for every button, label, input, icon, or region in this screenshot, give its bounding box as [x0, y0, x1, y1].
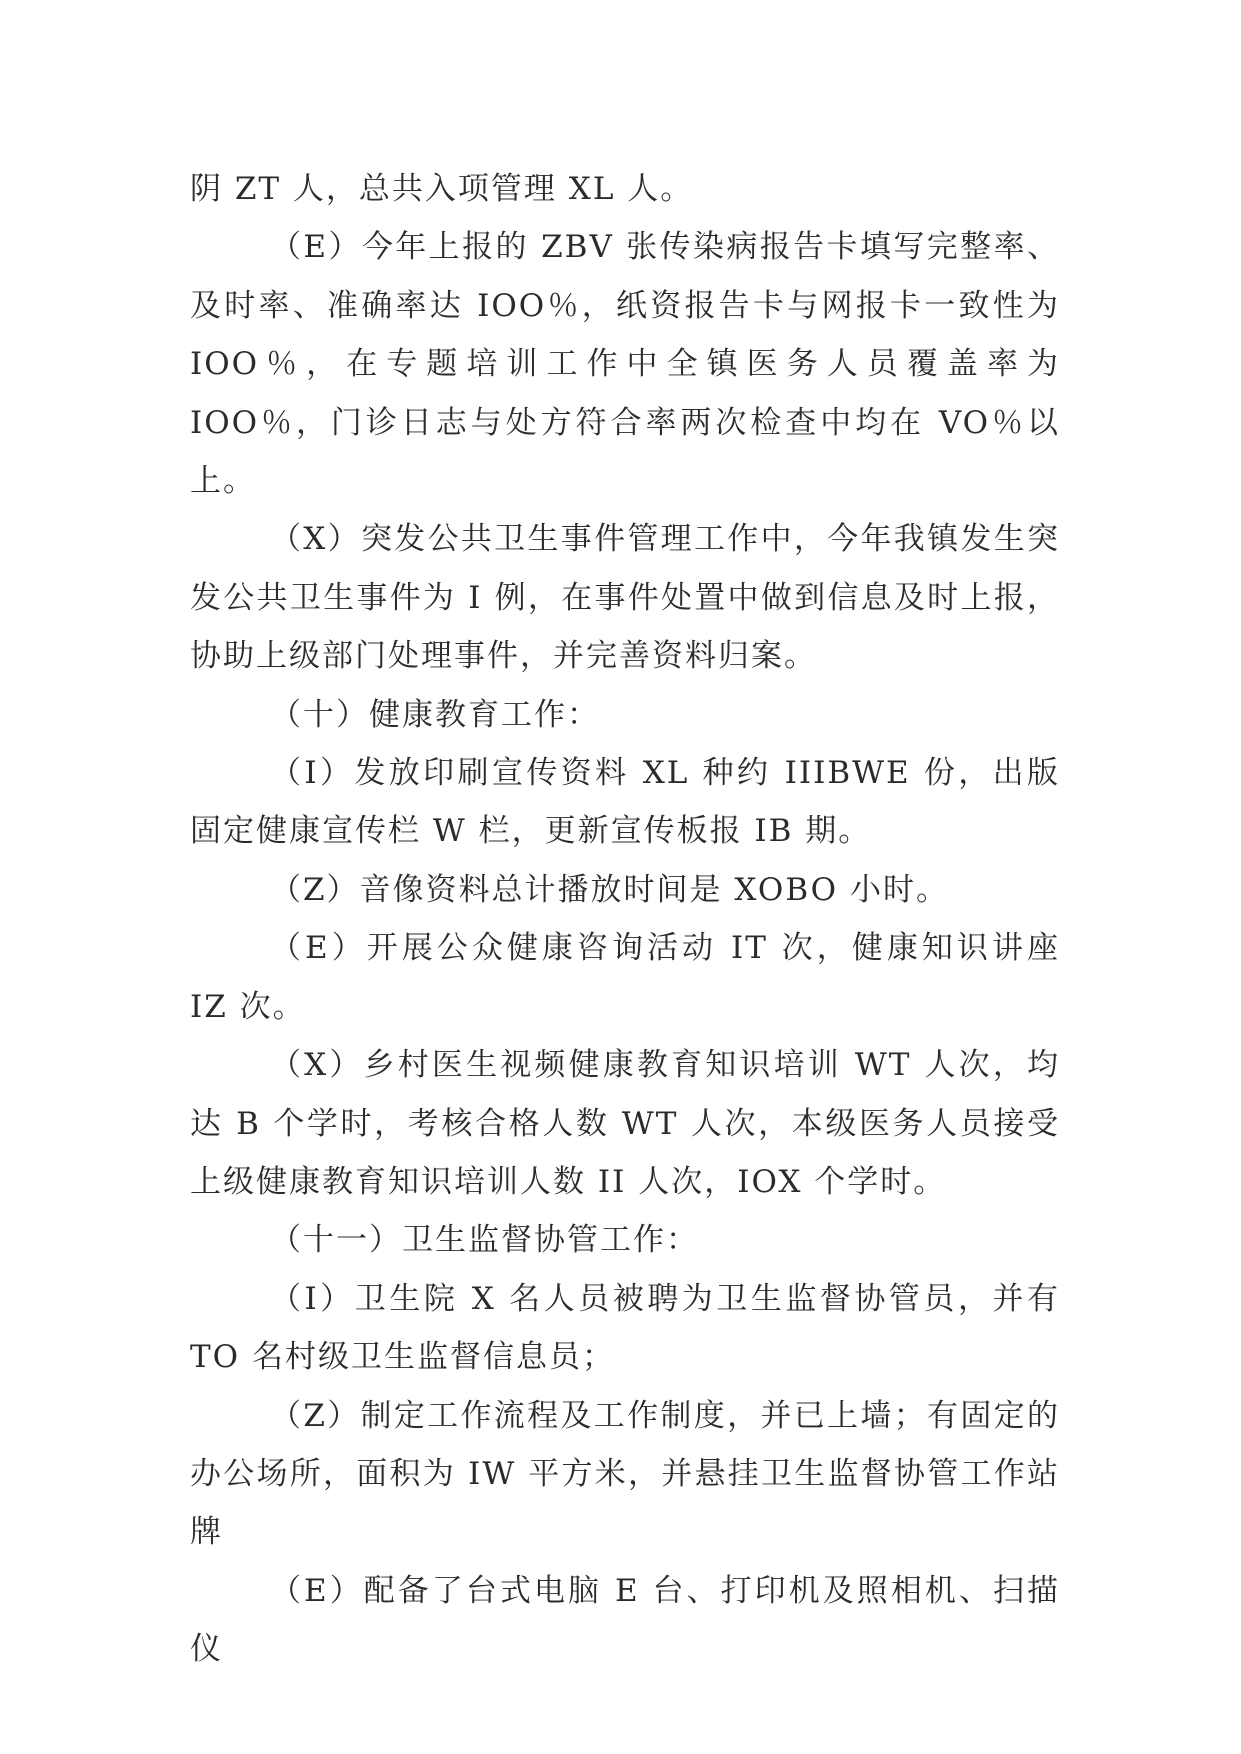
section-heading-health-education: （十）健康教育工作：	[270, 696, 600, 733]
paragraph-2: （E）今年上报的 ZBV 张传染病报告卡填写完整率、及时率、准确率达 IOO％，纸资报告卡与网报卡一致性为 IOO％，在专题培训工作中全镇医务人员覆盖率为 IOO％，门诊日志与处方符合率两次检查中均在 VO％以上。	[190, 229, 1060, 500]
paragraph-11: （Z）制定工作流程及工作制度，并已上墙；有固定的办公场所，面积为 IW 平方米，并悬挂卫生监督协管工作站牌	[190, 1397, 1060, 1551]
paragraph-10: （I）卫生院 X 名人员被聘为卫生监督协管员，并有 TO 名村级卫生监督信息员；	[190, 1280, 1060, 1376]
paragraph-12: （E）配备了台式电脑 E 台、打印机及照相机、扫描仪	[190, 1572, 1060, 1668]
paragraph-3: （X）突发公共卫生事件管理工作中，今年我镇发生突发公共卫生事件为 I 例，在事件处置中做到信息及时上报，协助上级部门处理事件，并完善资料归案。	[190, 521, 1060, 675]
paragraph-6: （Z）音像资料总计播放时间是 XOBO 小时。	[270, 871, 949, 908]
paragraph-7: （E）开展公众健康咨询活动 IT 次，健康知识讲座 IZ 次。	[190, 930, 1060, 1025]
paragraph-8: （X）乡村医生视频健康教育知识培训 WT 人次，均达 B 个学时，考核合格人数 WT 人次，本级医务人员接受上级健康教育知识培训人数 II 人次，IOX 个学时。	[190, 1047, 1060, 1200]
paragraph-5: （I）发放印刷宣传资料 XL 种约 IIIBWE 份，出版固定健康宣传栏 W 栏，更新宣传板报 IB 期。	[190, 755, 1060, 850]
document-body	[190, 160, 1060, 1679]
section-heading-health-supervision: （十一）卫生监督协管工作：	[270, 1222, 699, 1259]
paragraph-1: 阴 ZT 人，总共入项管理 XL 人。	[190, 171, 694, 207]
